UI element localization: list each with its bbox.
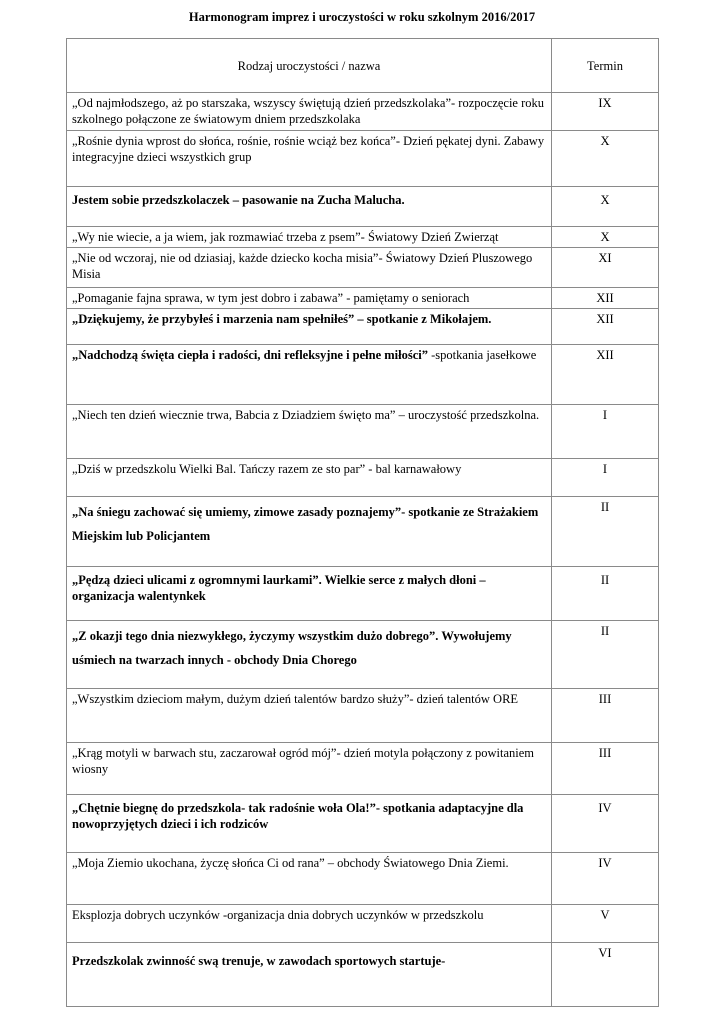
event-term: V bbox=[552, 905, 659, 943]
event-name: „Krąg motyli w barwach stu, zaczarował ogród mój”- dzień motyla połączony z powitaniem wiosny bbox=[67, 743, 552, 795]
event-name: „Od najmłodszego, aż po starszaka, wszyscy świętują dzień przedszkolaka”- rozpoczęcie roku szkolnego połączone ze światowym dniem przedszkolaka bbox=[67, 93, 552, 131]
table-row bbox=[67, 743, 659, 795]
table-row bbox=[67, 497, 659, 567]
event-name: Jestem sobie przedszkolaczek – pasowanie na Zucha Malucha. bbox=[67, 187, 552, 227]
table-row bbox=[67, 288, 659, 309]
table-row bbox=[67, 943, 659, 1007]
event-name: „Chętnie biegnę do przedszkola- tak radośnie woła Ola!”- spotkania adaptacyjne dla nowoprzyjętych dzieci i ich rodziców bbox=[67, 795, 552, 853]
table-row bbox=[67, 345, 659, 405]
event-name: „Dziękujemy, że przybyłeś i marzenia nam spełniłeś” – spotkanie z Mikołajem. bbox=[67, 309, 552, 345]
table-row bbox=[67, 905, 659, 943]
event-term: II bbox=[552, 621, 659, 689]
event-name: „Wszystkim dzieciom małym, dużym dzień talentów bardzo służy”- dzień talentów ORE bbox=[67, 689, 552, 743]
event-term: I bbox=[552, 459, 659, 497]
event-term: X bbox=[552, 187, 659, 227]
table-row bbox=[67, 853, 659, 905]
table-row bbox=[67, 405, 659, 459]
table-header-row bbox=[67, 39, 659, 93]
event-term: XII bbox=[552, 288, 659, 309]
table-row bbox=[67, 131, 659, 187]
event-term: VI bbox=[552, 943, 659, 1007]
event-name-rest: -spotkania jasełkowe bbox=[428, 348, 537, 362]
event-name: „Niech ten dzień wiecznie trwa, Babcia z Dziadziem święto ma” – uroczystość przedszkolna. bbox=[67, 405, 552, 459]
event-term: IV bbox=[552, 853, 659, 905]
table-row bbox=[67, 309, 659, 345]
event-term: XI bbox=[552, 248, 659, 288]
event-term: IX bbox=[552, 93, 659, 131]
table-row bbox=[67, 248, 659, 288]
event-term: XII bbox=[552, 345, 659, 405]
table-row bbox=[67, 795, 659, 853]
event-term: XII bbox=[552, 309, 659, 345]
event-name: „Na śniegu zachować się umiemy, zimowe zasady poznajemy”- spotkanie ze Strażakiem Miejskim lub Policjantem bbox=[67, 497, 552, 567]
event-name: Przedszkolak zwinność swą trenuje, w zawodach sportowych startuje- bbox=[67, 943, 552, 1007]
event-name: „Moja Ziemio ukochana, życzę słońca Ci od rana” – obchody Światowego Dnia Ziemi. bbox=[67, 853, 552, 905]
event-term: X bbox=[552, 227, 659, 248]
table-row bbox=[67, 93, 659, 131]
event-name: „Pędzą dzieci ulicami z ogromnymi laurkami”. Wielkie serce z małych dłoni – organizacja walentynkek bbox=[67, 567, 552, 621]
table-row bbox=[67, 187, 659, 227]
event-name: „Wy nie wiecie, a ja wiem, jak rozmawiać trzeba z psem”- Światowy Dzień Zwierząt bbox=[67, 227, 552, 248]
table-row bbox=[67, 227, 659, 248]
event-term: III bbox=[552, 689, 659, 743]
event-term: I bbox=[552, 405, 659, 459]
table-row bbox=[67, 621, 659, 689]
event-term: X bbox=[552, 131, 659, 187]
header-term: Termin bbox=[552, 39, 659, 93]
event-term: II bbox=[552, 567, 659, 621]
event-name: „Z okazji tego dnia niezwykłego, życzymy wszystkim dużo dobrego”. Wywołujemy uśmiech na twarzach innych - obchody Dnia Chorego bbox=[67, 621, 552, 689]
header-name: Rodzaj uroczystości / nazwa bbox=[67, 39, 552, 93]
event-name: „Rośnie dynia wprost do słońca, rośnie, rośnie wciąż bez końca”- Dzień pękatej dyni. Zabawy integracyjne dzieci wszystkich grup bbox=[67, 131, 552, 187]
event-name: Eksplozja dobrych uczynków -organizacja dnia dobrych uczynków w przedszkolu bbox=[67, 905, 552, 943]
event-name bbox=[67, 345, 552, 405]
event-term: III bbox=[552, 743, 659, 795]
event-name: „Pomaganie fajna sprawa, w tym jest dobro i zabawa” - pamiętamy o seniorach bbox=[67, 288, 552, 309]
table-row bbox=[67, 689, 659, 743]
document-title: Harmonogram imprez i uroczystości w roku szkolnym 2016/2017 bbox=[188, 10, 536, 24]
event-name: „Nie od wczoraj, nie od dziasiaj, każde dziecko kocha misia”- Światowy Dzień Pluszowego Misia bbox=[67, 248, 552, 288]
event-term: IV bbox=[552, 795, 659, 853]
event-name: „Dziś w przedszkolu Wielki Bal. Tańczy razem ze sto par” - bal karnawałowy bbox=[67, 459, 552, 497]
events-table bbox=[66, 38, 659, 1007]
table-row bbox=[67, 459, 659, 497]
table-row bbox=[67, 567, 659, 621]
event-name-bold: „Nadchodzą święta ciepła i radości, dni refleksyjne i pełne miłości” bbox=[72, 348, 429, 362]
event-term: II bbox=[552, 497, 659, 567]
